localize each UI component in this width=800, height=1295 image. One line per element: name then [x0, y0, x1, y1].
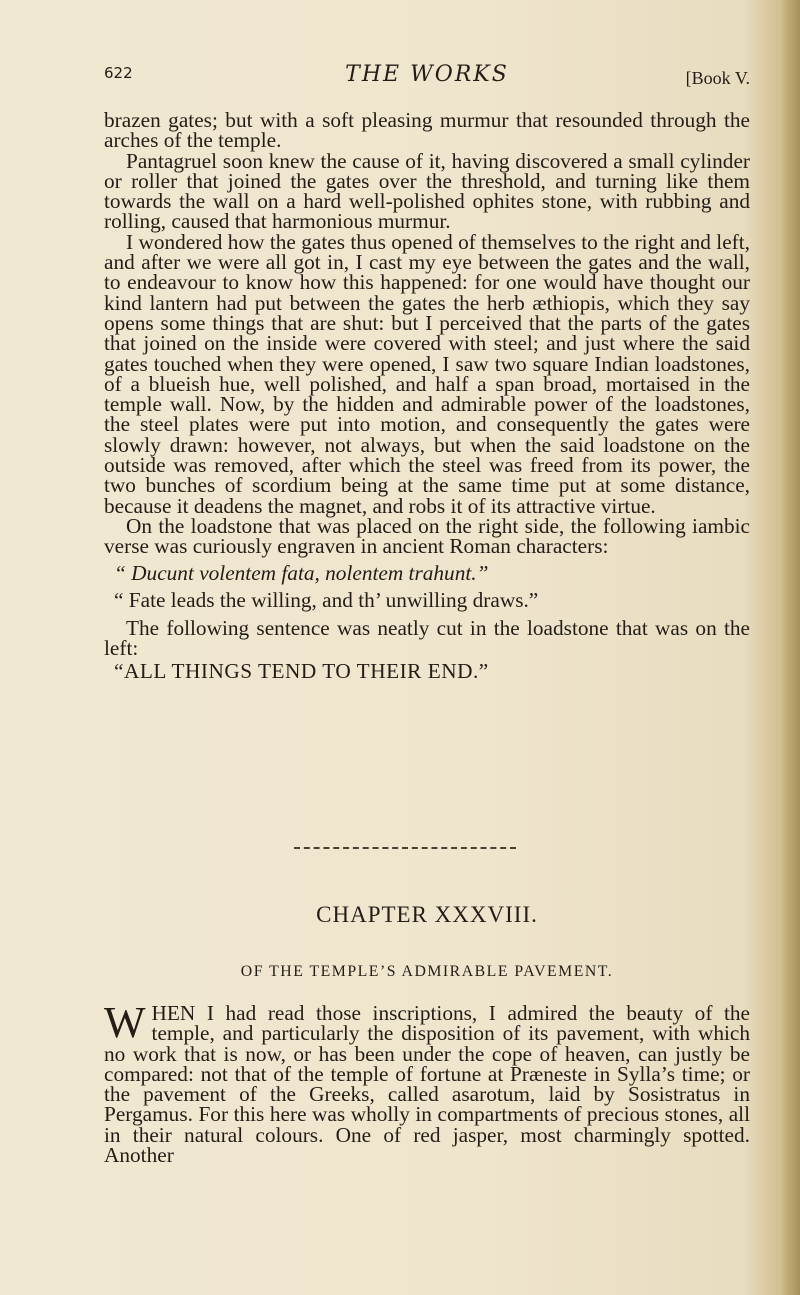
paragraph-loadstones: I wondered how the gates thus opened of themselves to the right and left, and after we were all got in, I cast my eye between the gates and the wall, to endeavour to know how this happened: for one would have thought our kind lantern had put between the gates the herb æthiopis, which they say opens some things that are shut: but I perceived that the parts of the gates that joined on the inside were covered with steel; and just where the said gates touched when they were opened, I saw two square Indian loadstones, of a blueish hue, well polished, and half a span broad, mortaised in the temple wall. Now, by the hidden and admirable power of the loadstones, the steel plates were put into motion, and consequently the gates were slowly drawn: however, not always, but when the said loadstone on the outside was removed, after which the steel was freed from its power, the two bunches of scordium being at the same time put at some distance, because it deadens the magnet, and robs it of its attractive virtue. — [104, 229, 750, 518]
page-gutter-edge — [778, 0, 800, 1295]
main-text — [104, 110, 750, 681]
paragraph-left-loadstone: The following sentence was neatly cut in the loadstone that was on the left: — [104, 616, 750, 661]
inscription: “ALL THINGS TEND TO THEIR END.” — [114, 658, 489, 683]
page-header — [104, 62, 750, 98]
section-divider — [294, 847, 516, 849]
book-reference: [Book V. — [685, 68, 750, 88]
paragraph-cylinder: Pantagruel soon knew the cause of it, having discovered a small cylinder or roller that joined the gates over the threshold, and turning like them towards the wall on a hard well-polished ophites stone, with rubbing and rolling, caused that harmonious murmur. — [104, 148, 750, 234]
latin-verse: “ Ducunt volentem fata, nolentem trahunt.” — [114, 560, 489, 585]
chapter-body-text: HEN I had read those inscriptions, I admired the beauty of the temple, and particularly the disposition of its pavement, with which no work that is now, or has been under the cope of heaven, can justly be compared: not that of the temple of fortune at Præneste in Sylla’s time; or the pavement of the Greeks, called asarotum, laid by Sosistratus in Pergamus. For this here was wholly in compartments of precious stones, all in their natural colours. One of red jasper, most charmingly spotted. Another — [104, 1001, 750, 1168]
chapter-body — [104, 998, 750, 1168]
chapter-subtitle: OF THE TEMPLE’S ADMIRABLE PAVEMENT. — [240, 963, 614, 980]
drop-cap: W — [104, 998, 146, 1047]
paragraph-continuation: brazen gates; but with a soft pleasing murmur that resounded through the arches of the temple. — [104, 108, 750, 153]
running-title: THE WORKS — [345, 62, 509, 87]
chapter-heading: CHAPTER XXXVIII. — [316, 902, 538, 927]
english-verse: “ Fate leads the willing, and th’ unwilling draws.” — [114, 587, 539, 612]
page-number: 622 — [104, 64, 133, 82]
paragraph-right-loadstone: On the loadstone that was placed on the right side, the following iambic verse was curiously engraven in ancient Roman characters: — [104, 513, 750, 559]
